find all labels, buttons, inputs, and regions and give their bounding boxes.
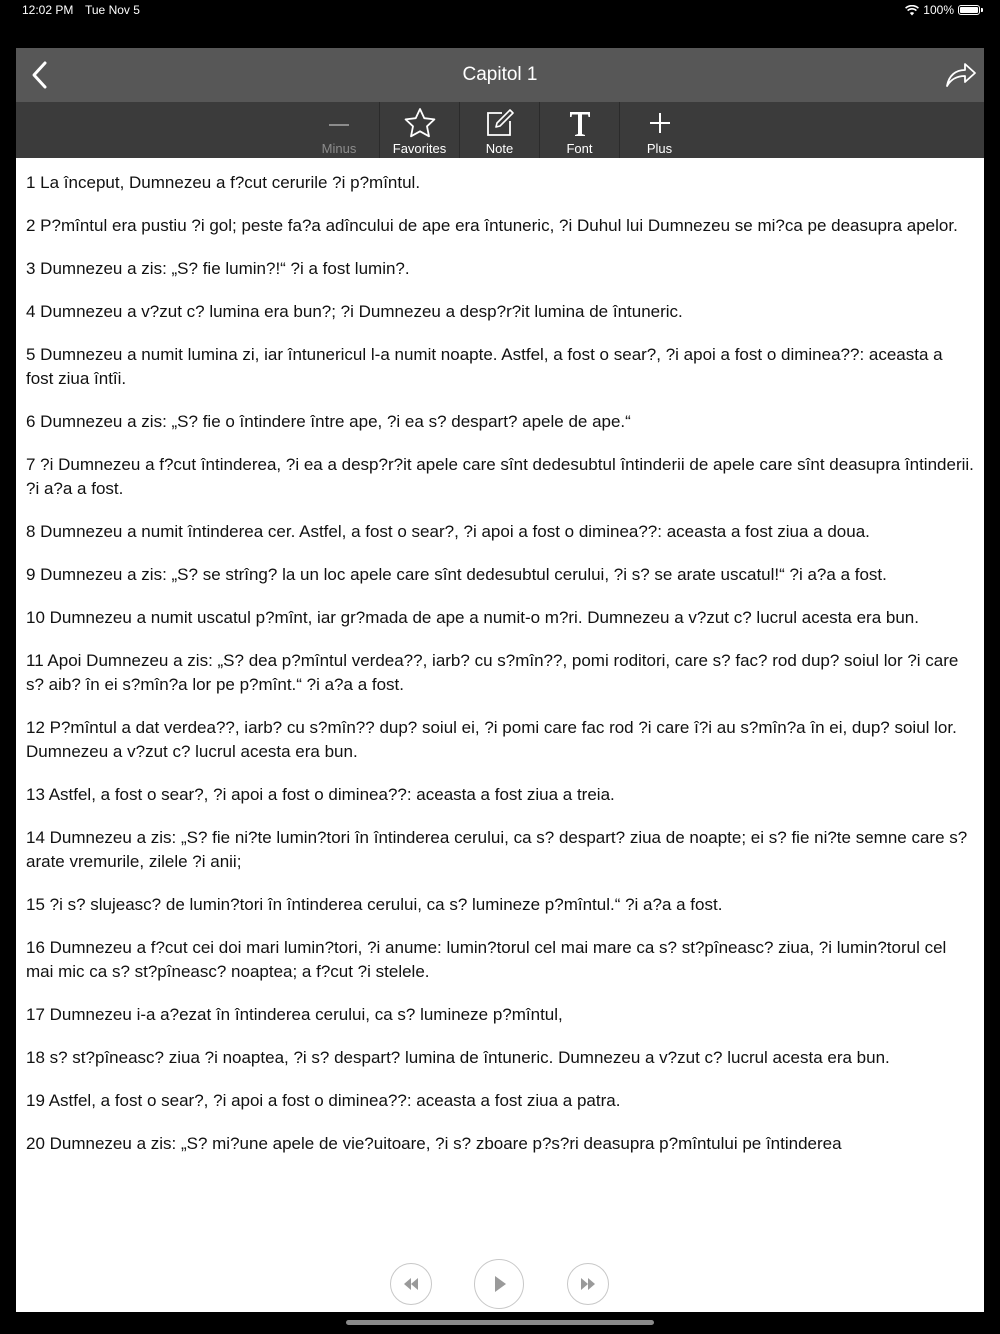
verse-list bbox=[16, 158, 984, 1156]
minus-label: Minus bbox=[321, 141, 357, 156]
verse[interactable]: 1 La început, Dumnezeu a f?cut cerurile ?i p?mîntul. bbox=[26, 173, 421, 192]
toolbar bbox=[16, 102, 984, 158]
page-title: Capitol 1 bbox=[462, 64, 538, 85]
verse[interactable]: 2 P?mîntul era pustiu ?i gol; peste fa?a adîncului de ape era întuneric, ?i Duhul lui Dumnezeu se mi?ca pe deasupra apelor. bbox=[26, 216, 958, 235]
star-icon bbox=[402, 106, 438, 140]
verse[interactable]: 3 Dumnezeu a zis: „S? fie lumin?!“ ?i a fost lumin?. bbox=[26, 259, 410, 278]
plus-button[interactable] bbox=[619, 102, 699, 158]
share-button[interactable] bbox=[944, 60, 978, 90]
verse[interactable]: 5 Dumnezeu a numit lumina zi, iar întunericul l-a numit noapte. Astfel, a fost o sear?, ?i apoi a fost o diminea??: aceasta a fost ziua întîi. bbox=[26, 345, 943, 388]
share-arrow-icon bbox=[944, 60, 978, 90]
chapter-text[interactable] bbox=[16, 158, 984, 1258]
verse[interactable]: 4 Dumnezeu a v?zut c? lumina era bun?; ?i Dumnezeu a desp?r?it lumina de întuneric. bbox=[26, 302, 683, 321]
battery-icon bbox=[958, 5, 980, 15]
status-time: 12:02 PM bbox=[22, 3, 74, 17]
audio-player bbox=[16, 1258, 984, 1312]
minus-icon bbox=[321, 106, 357, 140]
note-button[interactable] bbox=[459, 102, 539, 158]
minus-button[interactable] bbox=[299, 102, 379, 158]
verse[interactable]: 11 Apoi Dumnezeu a zis: „S? dea p?mîntul verdea??, iarb? cu s?mîn??, pomi roditori, care s? fac? rod dup? soiul lor ?i care s? aib? în ei s?mîn?a lor pe p?mînt.“ ?i a?a a fost. bbox=[26, 651, 959, 694]
tool-buttons bbox=[299, 102, 699, 158]
status-date: Tue Nov 5 bbox=[85, 3, 140, 17]
play-icon bbox=[489, 1274, 509, 1294]
rewind-button[interactable] bbox=[390, 1263, 432, 1305]
note-label: Note bbox=[485, 141, 514, 156]
verse[interactable]: 16 Dumnezeu a f?cut cei doi mari lumin?tori, ?i anume: lumin?torul cel mai mare ca s? st?pîneasc? ziua, ?i lumin?torul cel mai mic ca s? st?pîneasc? noaptea; a f?cut ?i stelele. bbox=[26, 938, 947, 981]
play-button[interactable] bbox=[474, 1259, 524, 1309]
status-right bbox=[905, 3, 980, 17]
verse[interactable]: 17 Dumnezeu i-a a?ezat în întinderea cerului, ca s? lumineze p?mîntul, bbox=[26, 1005, 563, 1024]
plus-label: Plus bbox=[646, 141, 673, 156]
font-t-icon bbox=[562, 106, 598, 140]
favorites-button[interactable] bbox=[379, 102, 459, 158]
verse[interactable]: 14 Dumnezeu a zis: „S? fie ni?te lumin?tori în întinderea cerului, ca s? despart? ziua de noapte; ei s? fie ni?te semne care s? arate vremurile, zilele ?i anii; bbox=[26, 828, 968, 871]
reader-window bbox=[16, 48, 984, 1312]
home-indicator[interactable] bbox=[346, 1320, 654, 1325]
fast-forward-button[interactable] bbox=[567, 1263, 609, 1305]
battery-percent: 100% bbox=[923, 3, 954, 17]
wifi-icon bbox=[905, 5, 919, 16]
nav-bar bbox=[16, 48, 984, 102]
verse[interactable]: 12 P?mîntul a dat verdea??, iarb? cu s?mîn?? dup? soiul ei, ?i pomi care fac rod ?i care î?i au s?mîn?a în ei, dup? soiul lor. Dumnezeu a v?zut c? lucrul acesta era bun. bbox=[26, 718, 957, 761]
verse[interactable]: 6 Dumnezeu a zis: „S? fie o întindere între ape, ?i ea s? despart? apele de ape.“ bbox=[26, 412, 631, 431]
verse[interactable]: 18 s? st?pîneasc? ziua ?i noaptea, ?i s? despart? lumina de întuneric. Dumnezeu a v?zut c? lucrul acesta era bun. bbox=[26, 1048, 890, 1067]
verse[interactable]: 15 ?i s? slujeasc? de lumin?tori în întinderea cerului, ca s? lumineze p?mîntul.“ ?i a?a a fost. bbox=[26, 895, 723, 914]
verse[interactable]: 10 Dumnezeu a numit uscatul p?mînt, iar gr?mada de ape a numit-o m?ri. Dumnezeu a v?zut c? lucrul acesta era bun. bbox=[26, 608, 919, 627]
verse[interactable]: 13 Astfel, a fost o sear?, ?i apoi a fost o diminea??: aceasta a fost ziua a treia. bbox=[26, 785, 615, 804]
font-button[interactable] bbox=[539, 102, 619, 158]
note-pencil-icon bbox=[482, 106, 518, 140]
status-bar bbox=[0, 0, 1000, 22]
verse[interactable]: 7 ?i Dumnezeu a f?cut întinderea, ?i ea a desp?r?it apele care sînt dedesubtul întinderii de apele care sînt deasupra întinderii. ?i a?a a fost. bbox=[26, 455, 974, 498]
verse[interactable]: 19 Astfel, a fost o sear?, ?i apoi a fost o diminea??: aceasta a fost ziua a patra. bbox=[26, 1091, 621, 1110]
verse[interactable]: 9 Dumnezeu a zis: „S? se strîng? la un loc apele care sînt dedesubtul cerului, ?i s? se arate uscatul!“ ?i a?a a fost. bbox=[26, 565, 887, 584]
fast-forward-icon bbox=[578, 1277, 598, 1291]
verse[interactable]: 8 Dumnezeu a numit întinderea cer. Astfel, a fost o sear?, ?i apoi a fost o diminea??: aceasta a fost ziua a doua. bbox=[26, 522, 870, 541]
rewind-icon bbox=[401, 1277, 421, 1291]
favorites-label: Favorites bbox=[392, 141, 447, 156]
verse[interactable]: 20 Dumnezeu a zis: „S? mi?une apele de vie?uitoare, ?i s? zboare p?s?ri deasupra p?mîntului pe întinderea bbox=[26, 1134, 842, 1153]
plus-icon bbox=[642, 106, 678, 140]
font-label: Font bbox=[566, 141, 593, 156]
